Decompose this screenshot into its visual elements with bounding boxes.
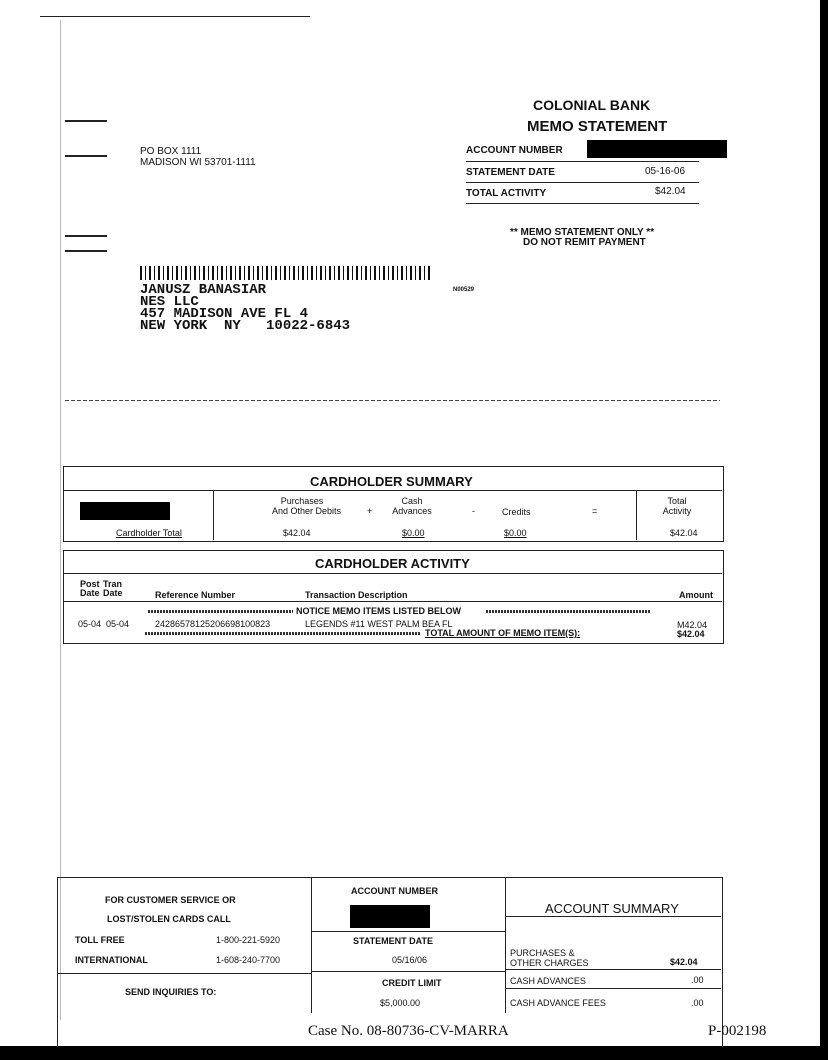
tran-date-header xyxy=(103,580,123,598)
divider xyxy=(506,988,721,989)
cash-label xyxy=(392,496,432,516)
total-value: $42.04 xyxy=(670,528,698,538)
purchases-charges-line2: OTHER CHARGES xyxy=(510,958,589,968)
send-inquiries-label: SEND INQUIRIES TO: xyxy=(125,987,217,997)
memo-total: $42.04 xyxy=(677,629,705,639)
return-address-line1: PO BOX 1111 xyxy=(140,146,202,157)
scan-mark xyxy=(65,120,107,122)
account-number-label: ACCOUNT NUMBER xyxy=(466,145,563,156)
divider xyxy=(506,916,721,917)
purchases-charges-value: $42.04 xyxy=(670,957,698,967)
credits-label: Credits xyxy=(502,507,531,517)
cardholder-total-label: Cardholder Total xyxy=(116,528,182,538)
post-date: 05-04 xyxy=(78,619,102,629)
tran-header-1: Tran xyxy=(103,579,123,589)
recipient-company: NES LLC xyxy=(140,294,199,310)
mail-code: N00529 xyxy=(453,287,475,293)
credit-limit: $5,000.00 xyxy=(380,998,421,1008)
purchases-label xyxy=(272,496,342,516)
purchases-label-line1: Purchases xyxy=(280,496,324,506)
scan-mark xyxy=(65,235,107,237)
scan-mark xyxy=(65,155,107,157)
redacted-coupon-account-number xyxy=(350,905,430,928)
amount-header: Amount xyxy=(679,590,713,600)
total-label-line1: Total xyxy=(667,496,687,506)
cash-label-line2: Advances xyxy=(392,506,432,516)
international-label: INTERNATIONAL xyxy=(75,955,148,965)
equals-sign: = xyxy=(592,506,598,516)
divider xyxy=(58,973,311,974)
divider xyxy=(64,601,722,602)
memo-items-notice: NOTICE MEMO ITEMS LISTED BELOW xyxy=(296,606,461,616)
statement-date-label: STATEMENT DATE xyxy=(466,167,555,178)
international-number: 1-608-240-7700 xyxy=(216,955,281,965)
memo-notice: ** MEMO STATEMENT ONLY ** xyxy=(510,227,655,238)
redacted-account-number xyxy=(587,140,727,158)
cash-value: $0.00 xyxy=(402,528,425,538)
minus-sign: - xyxy=(472,506,475,516)
redacted-cardholder-name xyxy=(80,502,170,520)
purchases-label-line2: And Other Debits xyxy=(272,506,342,516)
post-date-header xyxy=(80,580,100,598)
asterisk-line xyxy=(145,632,420,635)
coupon-statement-date: 05/16/06 xyxy=(392,955,428,965)
reference-header: Reference Number xyxy=(155,590,236,600)
total-label-line2: Activity xyxy=(662,506,692,516)
cash-advances-label: CASH ADVANCES xyxy=(510,976,586,986)
divider xyxy=(64,573,722,574)
divider xyxy=(64,490,722,491)
perforation-line xyxy=(65,400,720,401)
cash-advance-fees-label: CASH ADVANCE FEES xyxy=(510,998,606,1008)
purchases-value: $42.04 xyxy=(283,528,311,538)
customer-service-line1: FOR CUSTOMER SERVICE OR xyxy=(105,895,236,905)
recipient-name: JANUSZ BANASIAR xyxy=(140,282,267,298)
divider xyxy=(466,203,699,204)
scan-border-right xyxy=(820,0,828,1060)
plus-sign: + xyxy=(367,506,373,516)
credit-limit-label: CREDIT LIMIT xyxy=(382,978,442,988)
bank-name: COLONIAL BANK xyxy=(533,97,651,113)
reference-number: 24286578125206698100823 xyxy=(155,619,271,629)
total-activity-label: TOTAL ACTIVITY xyxy=(466,188,547,199)
statement-title: MEMO STATEMENT xyxy=(527,118,668,135)
tran-header-2: Date xyxy=(103,588,123,598)
asterisk-line xyxy=(486,610,650,613)
coupon-account-number-label: ACCOUNT NUMBER xyxy=(351,886,438,896)
divider xyxy=(312,971,505,972)
cash-advances-value: .00 xyxy=(691,975,704,985)
credits-value: $0.00 xyxy=(504,528,527,538)
divider xyxy=(213,490,214,540)
no-remit-notice: DO NOT REMIT PAYMENT xyxy=(523,237,646,248)
scan-mark xyxy=(40,16,310,17)
post-header-2: Date xyxy=(80,588,100,598)
postal-barcode xyxy=(140,266,430,280)
transaction-amount: M42.04 xyxy=(677,620,708,630)
description-header: Transaction Description xyxy=(305,590,408,600)
purchases-charges-label xyxy=(510,948,589,968)
tollfree-label: TOLL FREE xyxy=(75,935,125,945)
recipient-city: NEW YORK NY 10022-6843 xyxy=(140,318,351,334)
scan-edge xyxy=(60,20,61,1020)
transaction-description: LEGENDS #11 WEST PALM BEA FL xyxy=(305,619,453,629)
scan-mark xyxy=(65,250,107,252)
activity-title: CARDHOLDER ACTIVITY xyxy=(315,556,470,571)
total-label xyxy=(662,496,692,516)
bates-number: P-002198 xyxy=(708,1023,767,1039)
recipient-street: 457 MADISON AVE FL 4 xyxy=(140,306,309,322)
divider xyxy=(312,931,505,932)
statement-date: 05-16-06 xyxy=(645,166,686,177)
post-header-1: Post xyxy=(80,579,100,589)
asterisk-line xyxy=(148,610,293,613)
customer-service-line2: LOST/STOLEN CARDS CALL xyxy=(107,914,231,924)
divider xyxy=(506,969,721,970)
divider xyxy=(505,878,506,1013)
divider xyxy=(636,490,637,540)
total-activity: $42.04 xyxy=(655,186,686,197)
purchases-charges-line1: PURCHASES & xyxy=(510,948,575,958)
divider xyxy=(311,878,312,1013)
summary-title: CARDHOLDER SUMMARY xyxy=(310,474,473,489)
cash-label-line1: Cash xyxy=(401,496,423,506)
account-summary-title: ACCOUNT SUMMARY xyxy=(545,901,679,916)
divider xyxy=(466,161,699,162)
tollfree-number: 1-800-221-5920 xyxy=(216,935,281,945)
divider xyxy=(466,182,699,183)
scan-border-bottom xyxy=(0,1046,828,1060)
cash-advance-fees-value: .00 xyxy=(691,998,704,1008)
coupon-statement-date-label: STATEMENT DATE xyxy=(353,936,433,946)
tran-date: 05-04 xyxy=(106,619,130,629)
case-number-stamp: Case No. 08-80736-CV-MARRA xyxy=(308,1023,509,1039)
memo-total-label: TOTAL AMOUNT OF MEMO ITEM(S): xyxy=(425,628,581,638)
return-address-line2: MADISON WI 53701-1111 xyxy=(140,157,256,168)
